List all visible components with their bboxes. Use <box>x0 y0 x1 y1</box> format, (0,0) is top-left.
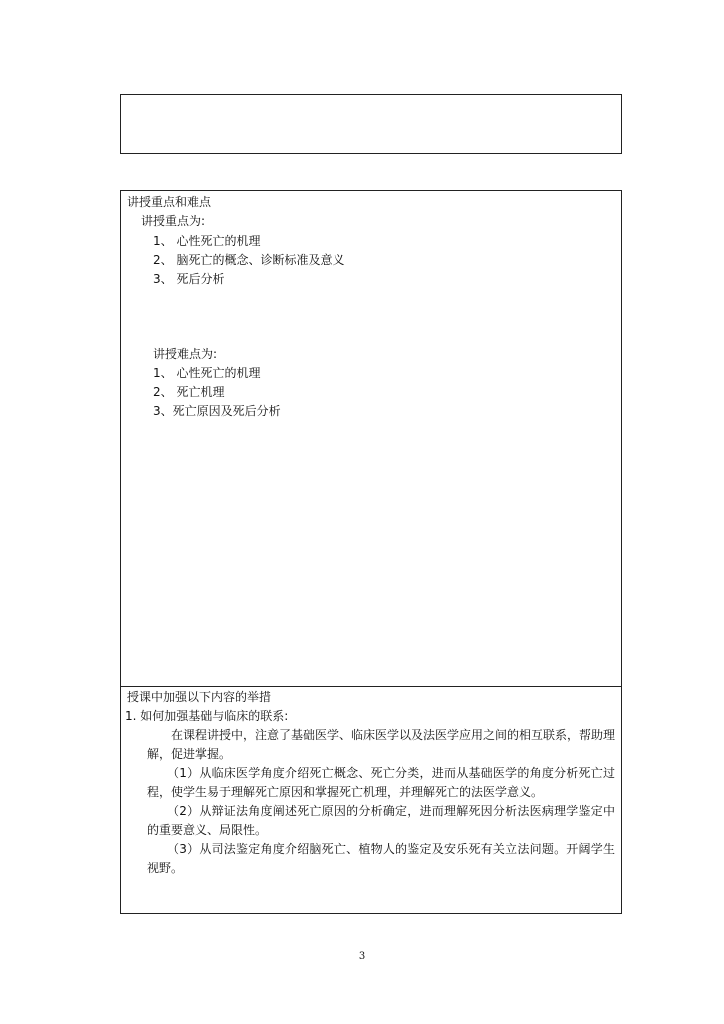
difficult-points-heading: 讲授难点为: <box>153 347 218 361</box>
difficult-point-item: 2、 死亡机理 <box>153 385 225 399</box>
empty-header-box <box>120 94 622 154</box>
measure-item-heading: 1. 如何加强基础与临床的联系: <box>125 709 289 723</box>
page-number: 3 <box>358 951 366 962</box>
key-point-item: 1、 心性死亡的机理 <box>153 234 261 248</box>
section1-title: 讲授重点和难点 <box>127 195 212 209</box>
row-divider <box>121 686 621 687</box>
key-points-heading: 讲授重点为: <box>141 214 206 228</box>
measure-paragraph: 在课程讲授中，注意了基础医学、临床医学以及法医学应用之间的相互联系，帮助理解，促进掌握。 <box>147 728 616 761</box>
content-table <box>120 190 622 914</box>
difficult-point-item: 1、 心性死亡的机理 <box>153 366 261 380</box>
difficult-point-item: 3、死亡原因及死后分析 <box>153 404 281 418</box>
key-point-item: 3、 死后分析 <box>153 272 225 286</box>
measure-paragraph: （1）从临床医学角度介绍死亡概念、死亡分类，进而从基础医学的角度分析死亡过程，使学生易于理解死亡原因和掌握死亡机理，并理解死亡的法医学意义。 <box>147 766 615 799</box>
measure-paragraph: （2）从辩证法角度阐述死亡原因的分析确定，进而理解死因分析法医病理学鉴定中的重要意义、局限性。 <box>147 804 615 837</box>
section2-title: 授课中加强以下内容的举措 <box>127 690 272 704</box>
measure-paragraph: （3）从司法鉴定角度介绍脑死亡、植物人的鉴定及安乐死有关立法问题。开阔学生视野。 <box>147 842 615 875</box>
key-point-item: 2、 脑死亡的概念、诊断标准及意义 <box>153 253 345 267</box>
